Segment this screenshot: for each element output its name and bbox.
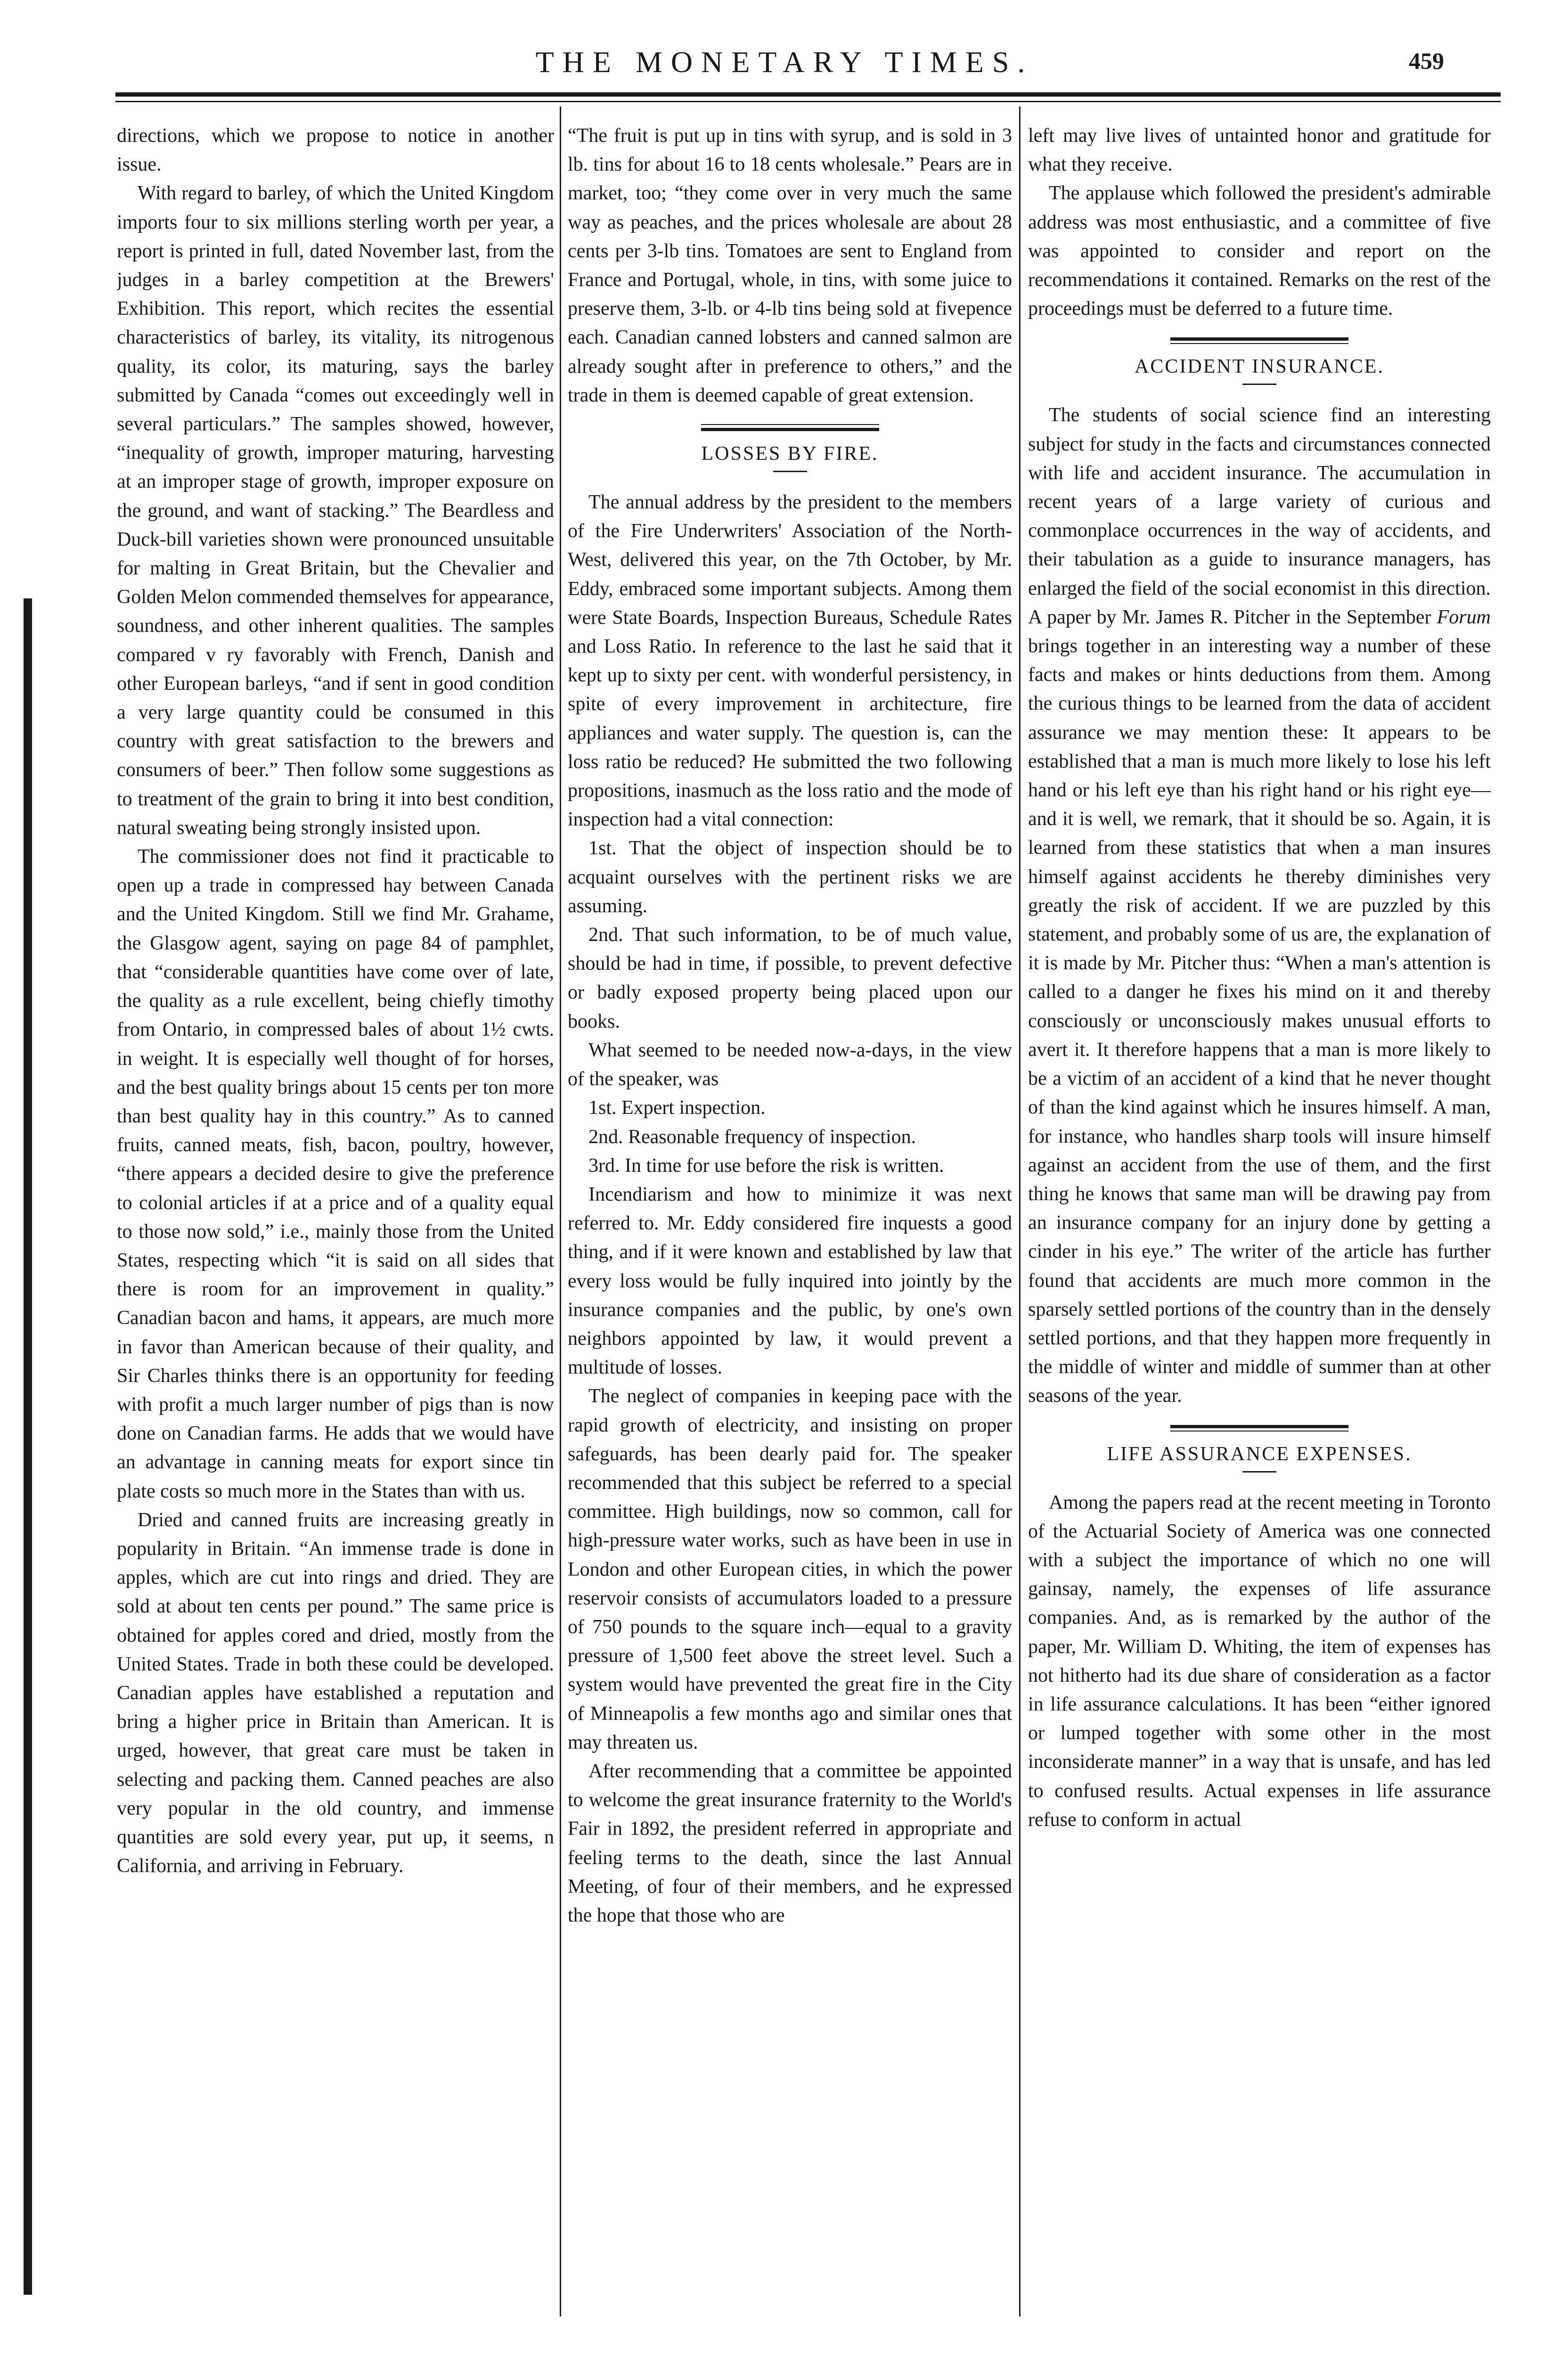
col3-paragraph-3 xyxy=(1028,401,1491,1410)
heading-underline xyxy=(773,471,807,472)
column-3 xyxy=(1028,122,1491,2341)
heading-losses-by-fire: LOSSES BY FIRE. xyxy=(701,443,879,465)
col1-paragraph-4: Dried and canned fruits are increasing greatly in popularity in Britain. “An immense trade is done in apples, which are cut into rings and dried. They are sold at about ten cents per pound.” The same price is obtained for apples cored and dried, mostly from the United States. Trade in both these could be developed. Canadian apples have established a reputation and bring a higher price in Britain than American. It is urged, however, that great care must be taken in selecting and packing them. Canned peaches are also very popular in the old country, and immense quantities are sold every year, put up, it seems, n California, and arriving in February. xyxy=(117,1509,554,1877)
col3-paragraph-1: left may live lives of untainted honor and gratitude for what they receive. xyxy=(1028,125,1491,176)
col2-paragraph-8: 3rd. In time for use before the risk is written. xyxy=(588,1154,944,1177)
section-separator-thin xyxy=(701,424,879,425)
section-separator-thick xyxy=(1170,337,1348,341)
col2-paragraph-5: What seemed to be needed now-a-days, in the view of the speaker, was xyxy=(568,1039,1012,1090)
section-separator-thin xyxy=(1170,1431,1348,1432)
col3-paragraph-4: Among the papers read at the recent meeting in Toronto of the Actuarial Society of America was one connected with a subject the importance of which no one will gainsay, namely, the expenses of life assurance companies. And, as is remarked by the author of the paper, Mr. William D. Whiting, the item of expenses has not hitherto had its due share of consideration as a factor in life assurance calculations. It has been “either ignored or lumped together with some other in the most inconsiderate manner” in a way that is unsafe, and has led to confused results. Actual expenses in life assurance refuse to conform in actual xyxy=(1028,1491,1491,1831)
col2-paragraph-10: The neglect of companies in keeping pace with the rapid growth of electricity, and insisting on proper safeguards, has been dearly paid for. The speaker recommended that this subject be referred to a special committee. High buildings, now so common, call for high-pressure water works, such as have been in use in London and other European cities, in which the power reservoir consists of accumulators loaded to a pressure of 750 pounds to the square inch—equal to a gravity pressure of 1,500 feet above the street level. Such a system would have prevented the great fire in the City of Minneapolis a few months ago and similar ones that may threaten us. xyxy=(568,1385,1012,1753)
masthead-title: THE MONETARY TIMES. xyxy=(535,45,1034,79)
col2-paragraph-7: 2nd. Reasonable frequency of inspection. xyxy=(588,1126,916,1148)
col3-paragraph-2: The applause which followed the president's admirable address was most enthusiastic, and a committee of five was appointed to consider and report on the recommendations it contained. Remarks on the rest of the proceedings must be deferred to a future time. xyxy=(1028,182,1491,320)
heading-underline xyxy=(1242,1471,1276,1472)
col2-paragraph-11: After recommending that a committee be appointed to welcome the great insurance fraternity to the World's Fair in 1892, the president referred in appropriate and feeling terms to the death, since the last Annual Meeting, of four of their members, and he expressed the hope that those who are xyxy=(568,1760,1012,1926)
header-rule-thick xyxy=(115,92,1501,97)
binding-edge-mark xyxy=(24,598,32,2295)
col2-paragraph-6: 1st. Expert inspection. xyxy=(588,1097,766,1119)
col1-paragraph-3: The commissioner does not find it practicable to open up a trade in compressed hay between Canada and the United Kingdom. Still we find Mr. Grahame, the Glasgow agent, saying on page 84 of pamphlet, that “considerable quantities have come over of late, the quality as a rule excellent, being chiefly timothy from Ontario, in compressed bales of about 1½ cwts. in weight. It is especially well thought of for horses, and the best quality brings about 15 cents per ton more than best quality hay in this country.” As to canned fruits, canned meats, fish, bacon, poultry, however, “there appears a decided desire to give the preference to colonial articles if at a price and of a quality equal to those now sold,” i.e., mainly those from the United States, respecting which “it is said on all sides that there is room for an improvement in quality.” Canadian bacon and hams, it appears, are much more in favor than American because of their quality, and Sir Charles thinks there is an opportunity for feeding with profit a much larger number of pigs than is now done on Canadian farms. He adds that we would have an advantage in canning meats for export since tin plate costs so much more in the States than with us. xyxy=(117,846,554,1502)
section-separator-thick xyxy=(1170,1425,1348,1428)
col2-paragraph-4: 2nd. That such information, to be of much value, should be had in time, if possible, to prevent defective or badly exposed property being placed upon our books. xyxy=(568,924,1012,1032)
header-rule-thin xyxy=(115,101,1501,102)
section-separator-thin xyxy=(1170,343,1348,344)
col3-paragraph-3-start: The students of social science find an interesting subject for study in the facts and circumstances connected with life and accident insurance. The accumulation in recent years of a large variety of curious and commonplace occurrences in the way of accidents, and their tabulation as a guide to insurance managers, has enlarged the field of the social economist in this direction. A paper by Mr. James R. Pitcher in the September xyxy=(1028,404,1491,628)
forum-magazine-title: Forum xyxy=(1437,606,1491,628)
col2-paragraph-3: 1st. That the object of inspection should be to acquaint ourselves with the pertinent risks we are assuming. xyxy=(568,837,1012,917)
page-number: 459 xyxy=(1409,48,1444,74)
heading-life-assurance-expenses: LIFE ASSURANCE EXPENSES. xyxy=(1107,1443,1412,1465)
column-divider-2 xyxy=(1019,106,1021,2316)
col1-paragraph-1: directions, which we propose to notice in another issue. xyxy=(117,125,554,176)
col1-paragraph-2: With regard to barley, of which the United Kingdom imports four to six millions sterling worth per year, a report is printed in full, dated November last, from the judges in a barley competition at the Brewers' Exhibition. This report, which recites the essential characteristics of barley, its vitality, its nitrogenous quality, its color, its maturing, says the barley submitted by Canada “comes out exceedingly well in several particulars.” The samples showed, however, “inequality of growth, improper maturing, harvesting at an improper stage of growth, improper exposure on the ground, and want of stacking.” The Beardless and Duck-bill varieties shown were pronounced unsuitable for malting in Great Britain, but the Chevalier and Golden Melon commended themselves for appearance, soundness, and other inherent qualities. The samples compared v ry favorably with French, Danish and other European barleys, “and if sent in good condition a very large quantity could be consumed in this country with great satisfaction to the brewers and consumers of beer.” Then follow some suggestions as to treatment of the grain to bring it into best condition, natural sweating being strongly insisted upon. xyxy=(117,182,554,839)
col2-paragraph-2: The annual address by the president to the members of the Fire Underwriters' Association of the North-West, delivered this year, on the 7th October, by Mr. Eddy, embraced some important subjects. Among them were State Boards, Inspection Bureaus, Schedule Rates and Loss Ratio. In reference to the last he said that it kept up to sixty per cent. with wonderful persistency, in spite of every improvement in architecture, fire appliances and water supply. The question is, can the loss ratio be reduced? He submitted the two following propositions, inasmuch as the loss ratio and the mode of inspection had a vital connection: xyxy=(568,491,1012,831)
col2-paragraph-1: “The fruit is put up in tins with syrup, and is sold in 3 lb. tins for about 16 to 18 cents wholesale.” Pears are in market, too; “they come over in very much the same way as peaches, and the prices wholesale are about 28 cents per 3-lb tins. Tomatoes are sent to England from France and Portugal, whole, in tins, with some juice to preserve them, 3-lb. or 4-lb tins being sold at fivepence each. Canadian canned lobsters and canned salmon are already sought after in preference to others,” and the trade in them is deemed capable of great extension. xyxy=(568,125,1012,406)
heading-underline xyxy=(1242,384,1276,385)
col2-paragraph-9: Incendiarism and how to minimize it was next referred to. Mr. Eddy considered fire inquests a good thing, and if it were known and established by law that every loss would be fully inquired into jointly by the insurance companies and the public, by one's own neighbors appointed by law, it would prevent a multitude of losses. xyxy=(568,1183,1012,1379)
column-divider-1 xyxy=(560,106,561,2316)
column-1 xyxy=(117,122,554,2322)
section-separator-thick xyxy=(701,428,879,431)
col3-paragraph-3-rest: brings together in an interesting way a number of these facts and makes or hints deductions from them. Among the curious things to be learned from the data of accident assurance we may mention these: It appears to be established that a man is much more likely to lose his left hand or his left eye than his right hand or his right eye—and it is well, we remark, that it should be so. Again, it is learned from these statistics that when a man insures himself against accidents he thereby diminishes very greatly the risk of accident. If we are puzzled by this statement, and probably some of us are, the explanation of it is made by Mr. Pitcher thus: “When a man's attention is called to a danger he fixes his mind on it and thereby consciously or unconsciously makes unusual efforts to avert it. It therefore happens that a man is more likely to be a victim of an accident of a kind that he never thought of than the kind against which he insures himself. A man, for instance, who handles sharp tools will insure himself against an accident from the use of them, and the first thing he knows that same man will be drawing pay from an insurance company for an injury done by getting a cinder in his eye.” The writer of the article has further found that accidents are much more common in the sparsely settled portions of the country than in the densely settled portions, and that they happen more frequently in the middle of winter and middle of summer than at other seasons of the year. xyxy=(1028,635,1491,1407)
column-2 xyxy=(568,122,1012,2327)
heading-accident-insurance: ACCIDENT INSURANCE. xyxy=(1135,356,1384,378)
